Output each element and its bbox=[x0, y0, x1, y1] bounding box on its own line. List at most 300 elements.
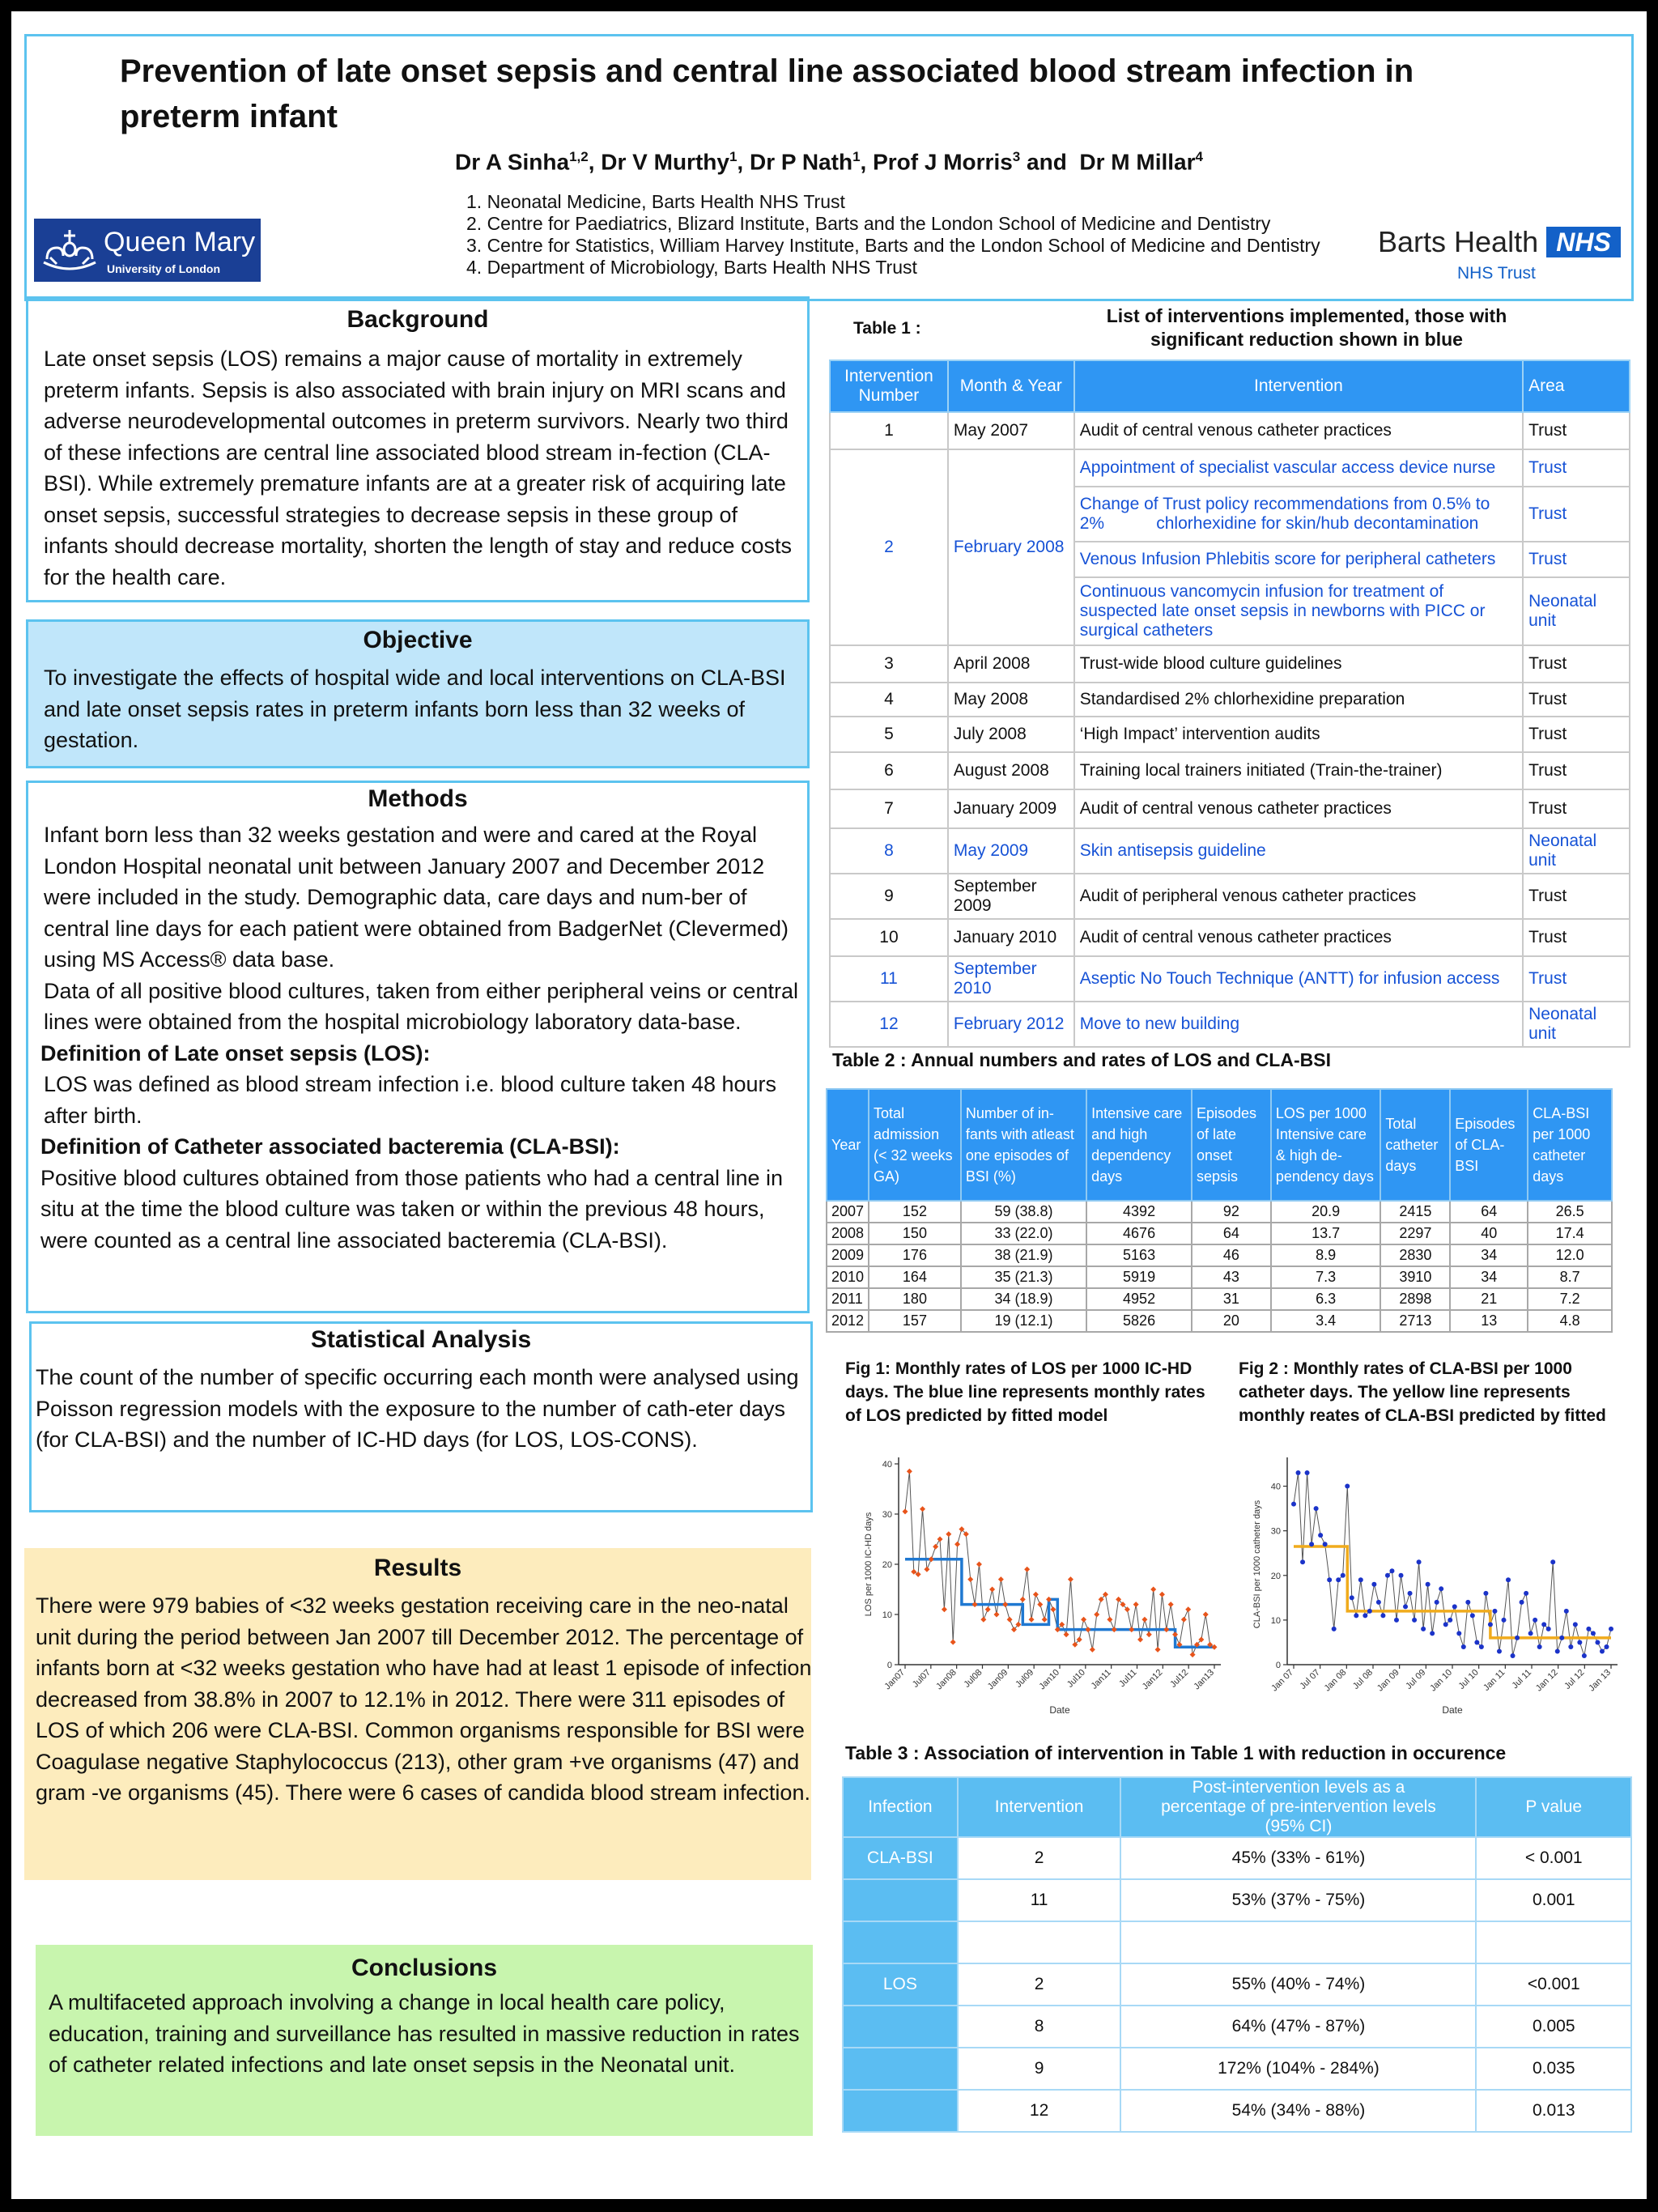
data-point bbox=[920, 1506, 925, 1512]
t2-cell: 180 bbox=[869, 1288, 961, 1310]
data-point bbox=[1159, 1592, 1165, 1597]
data-point bbox=[985, 1606, 991, 1612]
x-tick-label: Jul07 bbox=[910, 1667, 933, 1690]
t3-infection-cell bbox=[843, 2006, 958, 2048]
t2-header-cell: Year bbox=[827, 1089, 869, 1201]
t2-header-cell: Episodes of CLA-BSI bbox=[1450, 1089, 1528, 1201]
data-point bbox=[998, 1576, 1004, 1582]
data-point bbox=[1474, 1640, 1479, 1644]
t2-header-cell: Intensive care and high dependency days bbox=[1086, 1089, 1192, 1201]
poster bbox=[11, 11, 1647, 2199]
data-point bbox=[1483, 1591, 1488, 1596]
t1-number: 1 bbox=[830, 412, 948, 449]
data-point bbox=[946, 1531, 951, 1537]
t1-header-area: Area bbox=[1523, 360, 1630, 412]
t1-number: 12 bbox=[830, 1002, 948, 1047]
x-tick-label: Jan10 bbox=[1037, 1667, 1062, 1692]
t2-cell: 43 bbox=[1192, 1266, 1271, 1288]
data-point bbox=[1358, 1577, 1363, 1582]
t1-date: February 2008 bbox=[948, 449, 1074, 645]
t1-intervention: Audit of central venous catheter practices bbox=[1074, 412, 1523, 449]
t1-intervention: Venous Infusion Phlebitis score for peripheral catheters bbox=[1074, 542, 1523, 577]
affiliation-1: 1. Neonatal Medicine, Barts Health NHS Trust bbox=[466, 191, 845, 212]
t3-p-cell: 0.035 bbox=[1476, 2048, 1631, 2090]
objective-heading: Objective bbox=[363, 627, 473, 653]
t2-cell: 2898 bbox=[1380, 1288, 1450, 1310]
author-affiliation-marker: 4 bbox=[1195, 149, 1203, 164]
table-header-row bbox=[827, 1089, 1612, 1201]
data-point bbox=[1042, 1617, 1048, 1623]
affiliation-3: 3. Centre for Statistics, William Harvey Institute, Barts and the London School of Medicine and Dentistry bbox=[466, 235, 1320, 256]
t1-date: February 2012 bbox=[948, 1002, 1074, 1047]
data-point bbox=[1421, 1627, 1426, 1631]
t1-date: January 2009 bbox=[948, 789, 1074, 828]
data-point bbox=[1094, 1612, 1099, 1618]
data-point bbox=[1081, 1617, 1086, 1623]
data-point bbox=[1430, 1631, 1435, 1636]
y-tick-label: 40 bbox=[882, 1460, 892, 1470]
t2-cell: 92 bbox=[1192, 1201, 1271, 1223]
t2-cell: 152 bbox=[869, 1201, 961, 1223]
data-point bbox=[972, 1602, 978, 1607]
table-row bbox=[827, 1201, 1612, 1223]
data-point bbox=[1068, 1576, 1073, 1582]
y-tick-label: 0 bbox=[1275, 1661, 1281, 1670]
data-point bbox=[1385, 1573, 1390, 1578]
data-point bbox=[929, 1556, 934, 1562]
nhs-trust-label: NHS Trust bbox=[1457, 264, 1536, 283]
x-tick-label: Jan08 bbox=[934, 1667, 959, 1692]
affiliation-2: 2. Centre for Paediatrics, Blizard Institute, Barts and the London School of Medicine and Dentistry bbox=[466, 213, 1271, 234]
table3 bbox=[842, 1776, 1632, 2133]
table-row bbox=[830, 645, 1630, 683]
t3-level-cell: 53% (37% - 75%) bbox=[1120, 1879, 1476, 1921]
author-name: Dr M Millar bbox=[1079, 149, 1196, 175]
data-point bbox=[1524, 1591, 1528, 1596]
t1-area: Trust bbox=[1523, 683, 1630, 717]
t1-date: July 2008 bbox=[948, 717, 1074, 752]
t2-cell: 5826 bbox=[1086, 1310, 1192, 1332]
t3-infection-cell: LOS bbox=[843, 1963, 958, 2006]
t3-intervention-cell: 8 bbox=[958, 2006, 1121, 2048]
t2-header-cell: Number of in-fants with atleast one episodes of BSI (%) bbox=[961, 1089, 1086, 1201]
cla-definition-heading: Definition of Catheter associated bacteremia (CLA-BSI): bbox=[40, 1134, 620, 1159]
t3-infection-cell bbox=[843, 1879, 958, 1921]
t2-cell: 64 bbox=[1192, 1223, 1271, 1244]
author-affiliation-marker: 1,2 bbox=[569, 149, 589, 164]
data-point bbox=[1492, 1609, 1497, 1614]
x-axis-title: Date bbox=[1442, 1704, 1463, 1716]
data-point bbox=[1501, 1618, 1506, 1623]
t3-level-cell: 54% (34% - 88%) bbox=[1120, 2090, 1476, 2132]
t3-p-cell: 0.001 bbox=[1476, 1879, 1631, 1921]
data-point bbox=[1037, 1602, 1043, 1607]
t3-header-infection: Infection bbox=[843, 1777, 958, 1837]
results-heading: Results bbox=[373, 1555, 462, 1581]
data-point bbox=[1591, 1631, 1596, 1636]
t1-area: Trust bbox=[1523, 956, 1630, 1002]
data-point bbox=[1541, 1622, 1546, 1627]
t2-cell: 7.2 bbox=[1528, 1288, 1612, 1310]
author-separator: , bbox=[588, 149, 602, 175]
t2-header-cell: Total admission (< 32 weeks GA) bbox=[869, 1089, 961, 1201]
data-point bbox=[1133, 1602, 1139, 1607]
data-point bbox=[916, 1572, 921, 1577]
t1-area: Trust bbox=[1523, 789, 1630, 828]
t2-cell: 20.9 bbox=[1271, 1201, 1381, 1223]
data-point bbox=[976, 1562, 982, 1568]
x-tick-label: Jul 07 bbox=[1298, 1667, 1322, 1691]
data-point bbox=[1309, 1542, 1314, 1546]
x-tick-label: Jul10 bbox=[1065, 1667, 1087, 1690]
data-point bbox=[1456, 1631, 1461, 1636]
t2-cell: 35 (21.3) bbox=[961, 1266, 1086, 1288]
t3-intervention-cell: 9 bbox=[958, 2048, 1121, 2090]
data-point bbox=[1345, 1484, 1350, 1489]
data-point bbox=[1403, 1604, 1408, 1609]
t1-header-intervention: Intervention bbox=[1074, 360, 1523, 412]
t1-number: 9 bbox=[830, 874, 948, 919]
data-point bbox=[1497, 1648, 1502, 1653]
fig2-clabsi-chart bbox=[1239, 1441, 1627, 1729]
t3-p-cell: <0.001 bbox=[1476, 1963, 1631, 2006]
t1-area: Trust bbox=[1523, 919, 1630, 956]
y-axis-title: CLA-BSI per 1000 catheter days bbox=[1252, 1499, 1262, 1629]
data-point bbox=[1537, 1644, 1542, 1649]
t1-area: Trust bbox=[1523, 487, 1630, 542]
t2-cell: 5163 bbox=[1086, 1244, 1192, 1266]
data-point bbox=[937, 1537, 943, 1542]
data-point bbox=[1024, 1567, 1030, 1572]
x-tick-label: Jul09 bbox=[1014, 1667, 1036, 1690]
data-point bbox=[1408, 1591, 1413, 1596]
t1-intervention: ‘High Impact’ intervention audits bbox=[1074, 717, 1523, 752]
t1-intervention: Audit of central venous catheter practices bbox=[1074, 919, 1523, 956]
t1-date: May 2009 bbox=[948, 828, 1074, 874]
t2-cell: 157 bbox=[869, 1310, 961, 1332]
data-point bbox=[1443, 1622, 1448, 1627]
poster-title: Prevention of late onset sepsis and central line associated blood stream infection in preterm infant bbox=[120, 53, 1414, 134]
table-row bbox=[830, 919, 1630, 956]
t2-cell: 64 bbox=[1450, 1201, 1528, 1223]
t3-header-pvalue: P value bbox=[1476, 1777, 1631, 1837]
table-row bbox=[830, 789, 1630, 828]
data-point bbox=[950, 1640, 956, 1645]
author-affiliation-marker: 1 bbox=[729, 149, 738, 164]
y-tick-label: 20 bbox=[1270, 1571, 1281, 1581]
data-point bbox=[1412, 1618, 1417, 1623]
data-point bbox=[911, 1569, 916, 1575]
data-point bbox=[1090, 1647, 1095, 1653]
data-point bbox=[980, 1617, 986, 1623]
t1-area: Trust bbox=[1523, 542, 1630, 577]
observed-series-line bbox=[1294, 1473, 1611, 1656]
t2-header-cell: Total catheter days bbox=[1380, 1089, 1450, 1201]
author-name: Dr V Murthy bbox=[601, 149, 729, 175]
data-point bbox=[1323, 1542, 1328, 1546]
data-point bbox=[1470, 1613, 1475, 1618]
t2-cell: 13.7 bbox=[1271, 1223, 1381, 1244]
data-point bbox=[1354, 1613, 1358, 1618]
author-name: Prof J Morris bbox=[873, 149, 1013, 175]
y-tick-label: 40 bbox=[1270, 1482, 1281, 1492]
t1-area: Neonatal unit bbox=[1523, 577, 1630, 645]
data-point bbox=[1426, 1582, 1431, 1587]
data-point bbox=[1336, 1577, 1341, 1582]
t2-cell: 2007 bbox=[827, 1201, 869, 1223]
table-row bbox=[830, 1002, 1630, 1047]
t1-header-number: Intervention Number bbox=[830, 360, 948, 412]
t2-cell: 2009 bbox=[827, 1244, 869, 1266]
t2-cell: 20 bbox=[1192, 1310, 1271, 1332]
table2-caption: Table 2 : Annual numbers and rates of LOS and CLA-BSI bbox=[832, 1049, 1331, 1070]
data-point bbox=[1137, 1637, 1143, 1643]
t2-cell: 6.3 bbox=[1271, 1288, 1381, 1310]
data-point bbox=[1465, 1600, 1470, 1605]
data-point bbox=[1506, 1577, 1511, 1582]
t3-infection-cell: CLA-BSI bbox=[843, 1837, 958, 1879]
data-point bbox=[1318, 1533, 1323, 1538]
t2-cell: 7.3 bbox=[1271, 1266, 1381, 1288]
t2-cell: 21 bbox=[1450, 1288, 1528, 1310]
t1-area: Neonatal unit bbox=[1523, 1002, 1630, 1047]
data-point bbox=[1203, 1612, 1209, 1618]
t2-cell: 34 (18.9) bbox=[961, 1288, 1086, 1310]
background-heading: Background bbox=[346, 306, 489, 333]
t3-level-cell: 45% (33% - 61%) bbox=[1120, 1837, 1476, 1879]
data-point bbox=[1172, 1631, 1178, 1637]
objective-text: To investigate the effects of hospital wide and local interventions on CLA-BSI and late onset sepsis rates in preterm infants born less than 32 weeks of gestation. bbox=[44, 666, 786, 752]
data-point bbox=[989, 1587, 995, 1593]
t1-intervention: Skin antisepsis guideline bbox=[1074, 828, 1523, 874]
data-point bbox=[1332, 1627, 1337, 1631]
data-point bbox=[1314, 1506, 1319, 1511]
t2-cell: 12.0 bbox=[1528, 1244, 1612, 1266]
t1-number: 7 bbox=[830, 789, 948, 828]
t1-intervention: Trust-wide blood culture guidelines bbox=[1074, 645, 1523, 683]
crown-icon bbox=[39, 223, 100, 277]
affiliation-4: 4. Department of Microbiology, Barts Health NHS Trust bbox=[466, 257, 917, 278]
affiliations-list bbox=[466, 191, 1320, 279]
t3-level-cell: 64% (47% - 87%) bbox=[1120, 2006, 1476, 2048]
x-axis-title: Date bbox=[1049, 1704, 1070, 1716]
t1-area: Trust bbox=[1523, 752, 1630, 789]
t1-date: January 2010 bbox=[948, 919, 1074, 956]
t1-date: April 2008 bbox=[948, 645, 1074, 683]
t1-area: Trust bbox=[1523, 449, 1630, 487]
t2-cell: 13 bbox=[1450, 1310, 1528, 1332]
t2-cell: 2011 bbox=[827, 1288, 869, 1310]
data-point bbox=[1533, 1618, 1537, 1623]
t2-cell: 59 (38.8) bbox=[961, 1201, 1086, 1223]
table-header-row bbox=[843, 1777, 1631, 1837]
los-definition-text: LOS was defined as blood stream infection i.e. blood culture taken 48 hours after birth. bbox=[44, 1072, 777, 1128]
fig1-caption: Fig 1: Monthly rates of LOS per 1000 IC-HD days. The blue line represents monthly rates of LOS predicted by fitted model bbox=[845, 1359, 1205, 1425]
table-row bbox=[830, 683, 1630, 717]
x-tick-label: Jan11 bbox=[1089, 1667, 1113, 1691]
author-separator: and bbox=[1020, 149, 1080, 175]
t3-infection-cell bbox=[843, 2048, 958, 2090]
table-row bbox=[843, 1963, 1631, 2006]
t2-header-cell: CLA-BSI per 1000 catheter days bbox=[1528, 1089, 1612, 1201]
t2-cell: 38 (21.9) bbox=[961, 1244, 1086, 1266]
data-point bbox=[1573, 1622, 1578, 1627]
methods-heading: Methods bbox=[368, 785, 468, 812]
y-tick-label: 20 bbox=[882, 1560, 892, 1570]
queen-mary-sub: University of London bbox=[107, 262, 220, 275]
t2-cell: 164 bbox=[869, 1266, 961, 1288]
data-point bbox=[967, 1576, 973, 1582]
t1-area: Trust bbox=[1523, 645, 1630, 683]
x-tick-label: Jul 12 bbox=[1562, 1667, 1587, 1691]
t1-header-date: Month & Year bbox=[948, 360, 1074, 412]
t2-cell: 46 bbox=[1192, 1244, 1271, 1266]
data-point bbox=[1439, 1586, 1443, 1591]
data-point bbox=[907, 1469, 912, 1474]
data-point bbox=[1582, 1653, 1587, 1658]
data-point bbox=[1155, 1647, 1161, 1653]
los-definition-heading: Definition of Late onset sepsis (LOS): bbox=[40, 1040, 431, 1066]
t2-cell: 3910 bbox=[1380, 1266, 1450, 1288]
author-separator: , bbox=[737, 149, 750, 175]
table-row bbox=[830, 874, 1630, 919]
data-point bbox=[1363, 1613, 1367, 1618]
data-point bbox=[1064, 1631, 1069, 1637]
t2-cell: 176 bbox=[869, 1244, 961, 1266]
t1-number: 10 bbox=[830, 919, 948, 956]
data-point bbox=[1528, 1631, 1533, 1636]
t2-cell: 26.5 bbox=[1528, 1201, 1612, 1223]
t3-header-intervention: Intervention bbox=[958, 1777, 1121, 1837]
t2-cell: 33 (22.0) bbox=[961, 1223, 1086, 1244]
data-point bbox=[933, 1544, 938, 1550]
x-tick-label: Jul 08 bbox=[1350, 1667, 1375, 1691]
data-point bbox=[1050, 1606, 1056, 1612]
t2-cell: 8.9 bbox=[1271, 1244, 1381, 1266]
t2-cell: 17.4 bbox=[1528, 1223, 1612, 1244]
t1-intervention: Change of Trust policy recommendations from 0.5% to 2% chlorhexidine for skin/hub decontamination bbox=[1074, 487, 1523, 542]
t1-date: August 2008 bbox=[948, 752, 1074, 789]
conclusions-text: A multifaceted approach involving a change in local health care policy, education, training and surveillance has resulted in massive reduction in rates of catheter related infections and late onset sepsis in the Neonatal unit. bbox=[49, 1990, 800, 2077]
barts-health-name: Barts Health bbox=[1378, 225, 1539, 258]
data-point bbox=[1595, 1640, 1600, 1644]
authors-line bbox=[11, 149, 1647, 175]
data-point bbox=[1577, 1640, 1582, 1644]
t2-header-cell: Episodes of late onset sepsis bbox=[1192, 1089, 1271, 1201]
data-point bbox=[1479, 1644, 1484, 1649]
data-point bbox=[1112, 1627, 1117, 1632]
barts-health-logo bbox=[1378, 223, 1621, 288]
x-tick-label: Jan07 bbox=[882, 1667, 908, 1692]
t1-number: 8 bbox=[830, 828, 948, 874]
data-point bbox=[1520, 1600, 1524, 1605]
t3-p-cell: 0.013 bbox=[1476, 2090, 1631, 2132]
t2-cell: 2010 bbox=[827, 1266, 869, 1288]
t1-area: Trust bbox=[1523, 412, 1630, 449]
x-tick-label: Jan 11 bbox=[1482, 1667, 1507, 1693]
data-point bbox=[1555, 1648, 1560, 1653]
t1-area: Neonatal unit bbox=[1523, 828, 1630, 874]
table-row bbox=[827, 1223, 1612, 1244]
data-point bbox=[1296, 1470, 1301, 1475]
t2-cell: 2830 bbox=[1380, 1244, 1450, 1266]
data-point bbox=[1546, 1627, 1551, 1631]
data-point bbox=[1394, 1618, 1399, 1623]
t1-intervention: Standardised 2% chlorhexidine preparation bbox=[1074, 683, 1523, 717]
table-row bbox=[843, 1837, 1631, 1879]
t2-cell: 2415 bbox=[1380, 1201, 1450, 1223]
data-point bbox=[1150, 1587, 1156, 1593]
data-point bbox=[1371, 1582, 1376, 1587]
data-point bbox=[1020, 1597, 1026, 1602]
table-row bbox=[843, 2048, 1631, 2090]
t1-intervention: Aseptic No Touch Technique (ANTT) for infusion access bbox=[1074, 956, 1523, 1002]
t3-intervention-cell bbox=[958, 1921, 1121, 1963]
y-tick-label: 0 bbox=[886, 1661, 892, 1670]
data-point bbox=[1291, 1502, 1296, 1507]
data-point bbox=[1568, 1644, 1573, 1649]
author-separator: , bbox=[860, 149, 874, 175]
t1-number: 4 bbox=[830, 683, 948, 717]
t2-header-cell: LOS per 1000 Intensive care & high de-pendency days bbox=[1271, 1089, 1381, 1201]
data-point bbox=[1181, 1617, 1187, 1623]
t2-cell: 3.4 bbox=[1271, 1310, 1381, 1332]
t1-number: 6 bbox=[830, 752, 948, 789]
t2-cell: 34 bbox=[1450, 1244, 1528, 1266]
table-row bbox=[830, 717, 1630, 752]
t1-area: Trust bbox=[1523, 717, 1630, 752]
table2 bbox=[826, 1088, 1613, 1333]
t2-cell: 19 (12.1) bbox=[961, 1310, 1086, 1332]
data-point bbox=[1046, 1597, 1052, 1602]
nhs-badge: NHS bbox=[1546, 227, 1621, 257]
y-tick-label: 30 bbox=[1270, 1526, 1281, 1537]
t3-infection-cell bbox=[843, 1921, 958, 1963]
table-row bbox=[830, 828, 1630, 874]
t1-intervention: Continuous vancomycin infusion for treatment of suspected late onset sepsis in newborns with PICC or surgical catheters bbox=[1074, 577, 1523, 645]
data-point bbox=[1559, 1636, 1564, 1640]
t2-cell: 34 bbox=[1450, 1266, 1528, 1288]
data-point bbox=[1350, 1595, 1354, 1600]
t2-cell: 8.7 bbox=[1528, 1266, 1612, 1288]
t2-cell: 2297 bbox=[1380, 1223, 1450, 1244]
data-point bbox=[1146, 1631, 1152, 1637]
observed-series-line bbox=[905, 1471, 1214, 1654]
data-point bbox=[1007, 1617, 1013, 1623]
t1-date: May 2007 bbox=[948, 412, 1074, 449]
y-axis-title: LOS per 1000 IC-HD days bbox=[864, 1512, 874, 1617]
conclusions-heading: Conclusions bbox=[351, 1955, 497, 1981]
x-tick-label: Jan12 bbox=[1140, 1667, 1165, 1692]
data-point bbox=[1380, 1613, 1385, 1618]
t1-intervention: Appointment of specialist vascular access device nurse bbox=[1074, 449, 1523, 487]
stats-text: The count of the number of specific occurring each month were analysed using Poisson regression models with the exposure to the number of cath-eter days (for CLA-BSI) and the number of IC-HD days (for LOS, LOS-CONS). bbox=[36, 1365, 799, 1452]
table-row bbox=[827, 1244, 1612, 1266]
data-point bbox=[1341, 1573, 1346, 1578]
fitted-model-line bbox=[1294, 1546, 1611, 1638]
data-point bbox=[1002, 1602, 1008, 1607]
t2-cell: 4.8 bbox=[1528, 1310, 1612, 1332]
data-point bbox=[1185, 1606, 1191, 1612]
data-point bbox=[1212, 1644, 1218, 1650]
t1-date: September 2009 bbox=[948, 874, 1074, 919]
x-tick-label: Jan09 bbox=[985, 1667, 1010, 1692]
x-tick-label: Jul 11 bbox=[1510, 1667, 1534, 1691]
t1-intervention: Move to new building bbox=[1074, 1002, 1523, 1047]
t2-cell: 4952 bbox=[1086, 1288, 1192, 1310]
data-point bbox=[1511, 1653, 1516, 1658]
data-point bbox=[1389, 1568, 1394, 1573]
